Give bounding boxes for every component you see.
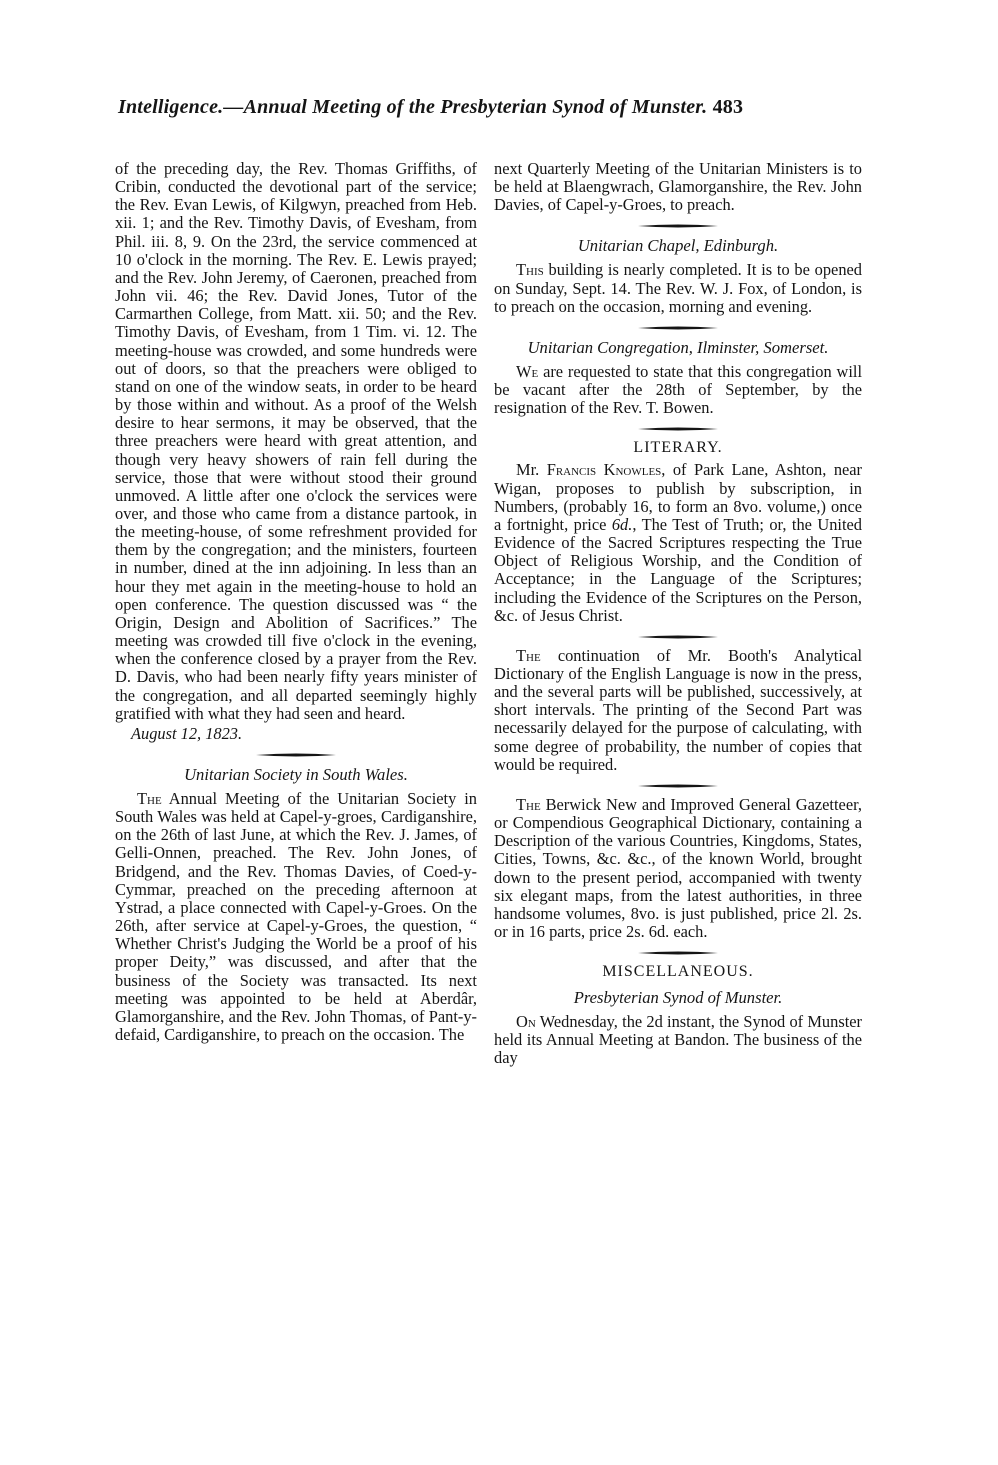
section-heading-ilminster: Unitarian Congregation, Ilminster, Somerset. bbox=[527, 337, 829, 357]
paragraph-text: , The Test of Truth; or, the United Evidence of the Sacred Scriptures respecting the True Object of Religious Worship, and the Condition of Acceptance; in the Language of the Scriptures; including the Evidence of the Scriptures on the Person, &c. of Jesus Christ. bbox=[494, 514, 862, 625]
lead-word: The bbox=[516, 645, 541, 665]
paragraph-text: Annual Meeting of the Unitarian Society in South Wales was held at Capel-y-groes, Cardiganshire, on the 26th of last June, at which the Rev. J. James, of Gelli-Onnen, preached. The Rev. John Jones, of Bridgend, and the Rev. Thomas Davies, of Coed-y-Cymmar, preached on the preceding afternoon at Ystrad, a place connected with Capel-y-Groes. On the 26th, after service at Capel-y-Groes, the question, “ Whether Christ's Judging the World be a proof of his proper Deity,” was discussed, and after that the business of the Society was transacted. Its next meeting was appointed to be held at Aberdâr, Glamorganshire, and the Rev. John Thomas, of Pant-y-defaid, Cardiganshire, to preach on the occasion. The bbox=[115, 789, 477, 1045]
price-text: 6d. bbox=[611, 514, 633, 534]
section-heading-literary: LITERARY. bbox=[633, 439, 723, 457]
section-rule bbox=[638, 224, 718, 228]
lead-word: This bbox=[516, 260, 544, 280]
section-heading-edinburgh: Unitarian Chapel, Edinburgh. bbox=[577, 236, 779, 256]
section-rule bbox=[638, 427, 718, 431]
paragraph-text: building is nearly completed. It is to be opened on Sunday, Sept. 14. The Rev. W. J. Fox, of London, is to preach on the occasion, morning and evening. bbox=[494, 260, 862, 316]
paragraph-text: Mr. bbox=[516, 460, 547, 480]
lead-word: The bbox=[516, 794, 541, 814]
paragraph-text: , of Park Lane, Ashton, near Wigan, proposes to publish by subscription, in Numbers, (probably 16, to form an 8vo. volume,) once a fortnight, price bbox=[494, 460, 863, 534]
edinburgh-paragraph bbox=[494, 261, 862, 315]
lead-name: Francis Knowles bbox=[546, 460, 662, 480]
section-heading-south-wales: Unitarian Society in South Wales. bbox=[184, 765, 408, 784]
paragraph-text: continuation of Mr. Booth's Analytical Dictionary of the English Language is now in the press, and the several parts will be published, successively, at short intervals. The printing of the Second Part was necessarily delayed for the purpose of calculating, with some degree of probability, the number of copies that would be required. bbox=[494, 645, 862, 774]
south-wales-paragraph bbox=[115, 790, 477, 1044]
section-rule bbox=[638, 784, 718, 788]
right-paragraph-continued: next Quarterly Meeting of the Unitarian Ministers is to be held at Blaengwrach, Glamorganshire, the Rev. John Davies, of Capel-y-Groes, to preach. bbox=[494, 159, 862, 215]
right-column bbox=[494, 160, 862, 1068]
section-heading-miscellaneous: MISCELLANEOUS. bbox=[602, 963, 754, 981]
paragraph-text: Wednesday, the 2d instant, the Synod of Munster held its Annual Meeting at Bandon. The business of the day bbox=[494, 1012, 862, 1068]
running-title: Intelligence.—Annual Meeting of the Presbyterian Synod of Munster. bbox=[118, 96, 708, 118]
dateline: August 12, 1823. bbox=[131, 723, 243, 743]
booth-paragraph bbox=[494, 647, 862, 774]
knowles-paragraph bbox=[494, 461, 862, 624]
section-rule bbox=[256, 753, 336, 757]
lead-word: On bbox=[516, 1012, 536, 1032]
section-rule bbox=[638, 951, 718, 955]
section-heading-synod: Presbyterian Synod of Munster. bbox=[573, 988, 783, 1008]
paragraph-text: are requested to state that this congregation will be vacant after the 28th of September, by the resignation of the Rev. T. Bowen. bbox=[494, 361, 862, 418]
paragraph-text: Berwick New and Improved General Gazetteer, or Compendious Geographical Dictionary, containing a Description of the various Countries, Kingdoms, States, Cities, Towns, &c. &c., of the known World, brought down to the present period, accompanied with twenty six elegant maps, from the latest authorities, in three handsome volumes, 8vo. is just published, price 2l. 2s. or in 16 parts, price 2s. 6d. each. bbox=[494, 794, 862, 941]
lead-word: The bbox=[137, 789, 162, 808]
left-column bbox=[115, 160, 477, 1044]
synod-paragraph bbox=[494, 1013, 862, 1067]
section-rule bbox=[638, 326, 718, 330]
section-rule bbox=[638, 635, 718, 639]
running-head bbox=[118, 96, 878, 119]
ilminster-paragraph bbox=[494, 363, 862, 417]
left-paragraph-continued: of the preceding day, the Rev. Thomas Griffiths, of Cribin, conducted the devotional part of the service; the Rev. Evan Lewis, of Kilgwyn, preached from Heb. xii. 1; and the Rev. Timothy Davis, of Evesham, from Phil. iii. 8, 9. On the 23rd, the service commenced at 10 o'clock in the morning. The Rev. E. Lewis prayed; and the Rev. John Jeremy, of Caeronen, preached from John vii. 46; the Rev. David Jones, Tutor of the Carmarthen College, from Matt. xii. 50; and the Rev. Timothy Davis, of Evesham, from 1 Tim. vi. 12. The meeting-house was crowded, and some hundreds were out of doors, so that the preachers were obliged to stand on one of the window seats, in order to be heard by those within and without. As a proof of the Welsh desire to hear sermons, it may be observed, that the three preachers were heard with great attention, and though very heavy showers of rain fell during the service, those that were without stood their ground unmoved. A little after one o'clock the services were over, and those who came from a distance partook, in the meeting-house, of some refreshment provided for them by the congregation; and the ministers, fourteen in number, dined at the inn adjoining. In less than an hour they met again in the meeting-house to hold an open conference. The question discussed was “ the Origin, Design and Abolition of Sacrifices.” The meeting was crowded till five o'clock in the evening, when the conference closed by a prayer from the Rev. D. Davis, who had been nearly fifty years minister of the congregation, and all departed seemingly highly gratified with what they had seen and heard. bbox=[115, 159, 477, 723]
lead-word: We bbox=[516, 361, 539, 381]
page-number: 483 bbox=[712, 96, 744, 118]
gazetteer-paragraph bbox=[494, 796, 862, 941]
